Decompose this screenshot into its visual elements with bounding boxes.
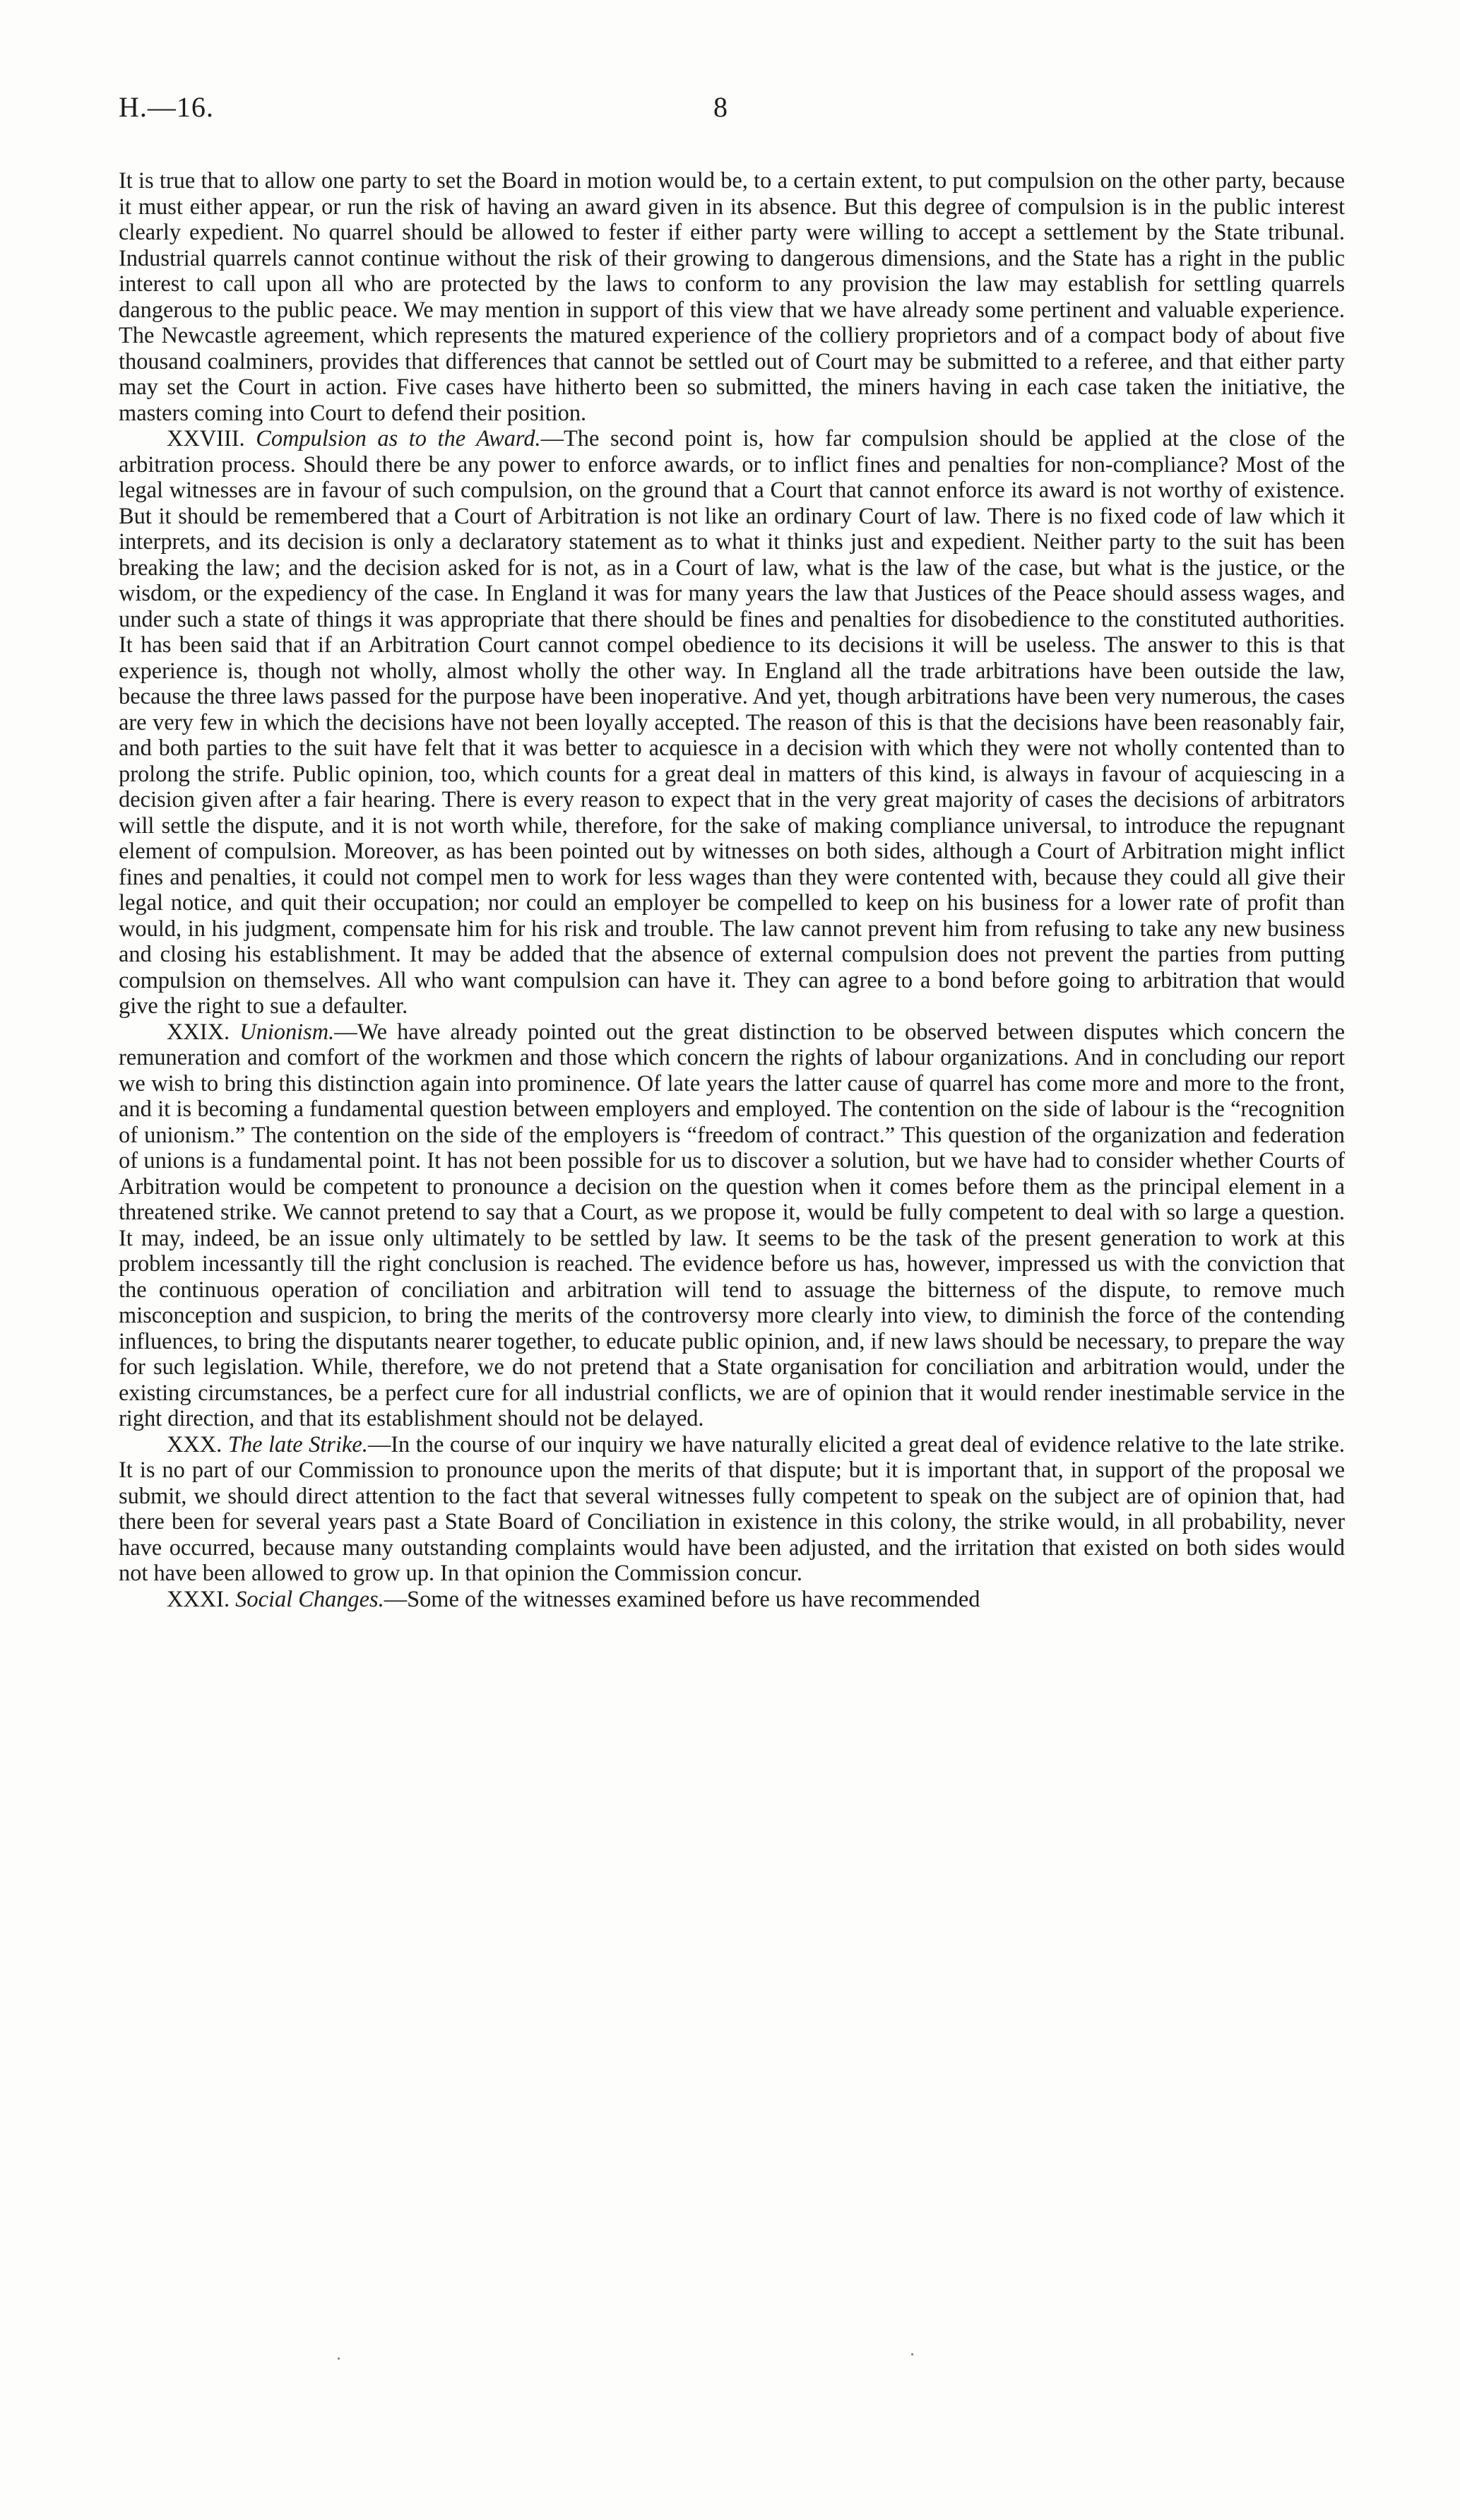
section-title: Unionism. — [239, 1019, 335, 1045]
section-title: The late Strike. — [227, 1431, 368, 1457]
scan-specks — [0, 2349, 1460, 2377]
page-number: 8 — [713, 91, 728, 123]
section-title: Social Changes. — [235, 1586, 384, 1612]
report-body — [119, 168, 1345, 1612]
paragraph-text: —The second point is, how far compulsion should be applied at the close of the arbitration process. Should there be any power to enforce awards, or to inflict fines and penalties for non-compliance? Most of the legal witnesses are in favour of such compulsion, on the ground that a Court that cannot enforce its award is not worthy of existence. But it should be remembered that a Court of Arbitration is not like an ordinary Court of law. There is no fixed code of law which it interprets, and its decision is only a declaratory statement as to what it thinks just and expedient. Neither party to the suit has been breaking the law; and the decision asked for is not, as in a Court of law, what is the law of the case, but what is the justice, or the wisdom, or the expediency of the case. In England it was for many years the law that Justices of the Peace should assess wages, and under such a state of things it was appropriate that there should be fines and penalties for disobedience to the constituted authorities. It has been said that if an Arbitration Court cannot compel obedience to its decisions it will be useless. The answer to this is that experience is, though not wholly, almost wholly the other way. In England all the trade arbitrations have been outside the law, because the three laws passed for the purpose have been inoperative. And yet, though arbitrations have been very numerous, the cases are very few in which the decisions have not been loyally accepted. The reason of this is that the decisions have been reasonably fair, and both parties to the suit have felt that it was better to acquiesce in a decision with which they were not wholly contented than to prolong the strife. Public opinion, too, which counts for a great deal in matters of this kind, is always in favour of acquiescing in a decision given after a fair hearing. There is every reason to expect that in the very great majority of cases the decisions of arbitrators will settle the dispute, and it is not worth while, therefore, for the sake of making compliance universal, to introduce the repugnant element of compulsion. Moreover, as has been pointed out by witnesses on both sides, although a Court of Arbitration might inflict fines and penalties, it could not compel men to work for less wages than they were contented with, because they could all give their legal notice, and quit their occupation; nor could an employer be compelled to keep on his business for a lower rate of profit than would, in his judgment, compensate him for his risk and trouble. The law cannot prevent him from refusing to take any new business and closing his establishment. It may be added that the absence of external compulsion does not prevent the parties from putting compulsion on themselves. All who want compulsion can have it. They can agree to a bond before going to arbitration that would give the right to sue a defaulter. — [119, 426, 1345, 1019]
section-number: XXX. — [167, 1431, 222, 1457]
section-number: XXXI. — [167, 1586, 230, 1612]
section-xxix — [119, 1019, 1345, 1432]
paragraph-text: —Some of the witnesses examined before us have recommended — [384, 1586, 980, 1612]
paragraph-text: —We have already pointed out the great distinction to be observed between disputes which concern the remuneration and comfort of the workmen and those which concern the rights of labour organizations. And in concluding our report we wish to bring this distinction again into prominence. Of late years the latter cause of quarrel has come more and more to the front, and it is becoming a fundamental question between employers and employed. The contention on the side of labour is the “recognition of unionism.” The contention on the side of the employers is “freedom of contract.” This question of the organization and federation of unions is a fundamental point. It has not been possible for us to discover a solution, but we have had to consider whether Courts of Arbitration would be competent to pronounce a decision on the question when it comes before them as the principal element in a threatened strike. We cannot pretend to say that a Court, as we propose it, would be fully competent to deal with so large a question. It may, indeed, be an issue only ultimately to be settled by law. It seems to be the task of the present generation to work at this problem incessantly till the right conclusion is reached. The evidence before us has, however, impressed us with the conviction that the continuous operation of conciliation and arbitration will tend to assuage the bitterness of the dispute, to remove much misconception and suspicion, to bring the merits of the controversy more clearly into view, to diminish the force of the contending influences, to bring the disputants nearer together, to educate public opinion, and, if new laws should be necessary, to prepare the way for such legislation. While, therefore, we do not pretend that a State organisation for conciliation and arbitration would, under the existing circumstances, be a perfect cure for all industrial conflicts, we are of opinion that it would render inestimable service in the right direction, and that its establishment should not be delayed. — [119, 1019, 1345, 1431]
section-number: XXIX. — [167, 1019, 230, 1045]
scan-speck — [911, 2353, 913, 2355]
paragraph-text: It is true that to allow one party to set the Board in motion would be, to a certain extent, to put compulsion on the other party, because it must either appear, or run the risk of having an award given in its absence. But this degree of compulsion is in the public interest clearly expedient. No quarrel should be allowed to fester if either party were willing to accept a settlement by the State tribunal. Industrial quarrels cannot continue without the risk of their growing to dangerous dimensions, and the State has a right in the public interest to call upon all who are protected by the laws to conform to any provision the law may establish for settling quarrels dangerous to the public peace. We may mention in support of this view that we have already some pertinent and valuable experience. The Newcastle agreement, which represents the matured experience of the colliery proprietors and of a compact body of about five thousand coalminers, provides that differences that cannot be settled out of Court may be submitted to a referee, and that either party may set the Court in action. Five cases have hitherto been so submitted, the miners having in each case taken the initiative, the masters coming into Court to defend their position. — [119, 168, 1345, 426]
document-reference: H.—16. — [119, 91, 214, 123]
scan-speck — [338, 2358, 340, 2360]
paragraph-text: —In the course of our inquiry we have naturally elicited a great deal of evidence relative to the late strike. It is no part of our Commission to pronounce upon the merits of that dispute; but it is important that, in support of the proposal we submit, we should direct attention to the fact that several witnesses fully competent to speak on the subject are of opinion that, had there been for several years past a State Board of Conciliation in existence in this colony, the strike would, in all probability, never have occurred, because many outstanding complaints would have been adjusted, and the irritation that existed on both sides would not have been allowed to grow up. In that opinion the Commission concur. — [119, 1431, 1345, 1586]
paragraph-compulsion-continued — [119, 168, 1345, 426]
section-title: Compulsion as to the Award. — [256, 426, 541, 451]
section-xxviii — [119, 426, 1345, 1019]
section-xxx — [119, 1432, 1345, 1587]
section-xxxi — [119, 1587, 1345, 1613]
section-number: XXVIII. — [167, 426, 245, 451]
page-header — [119, 90, 1345, 133]
